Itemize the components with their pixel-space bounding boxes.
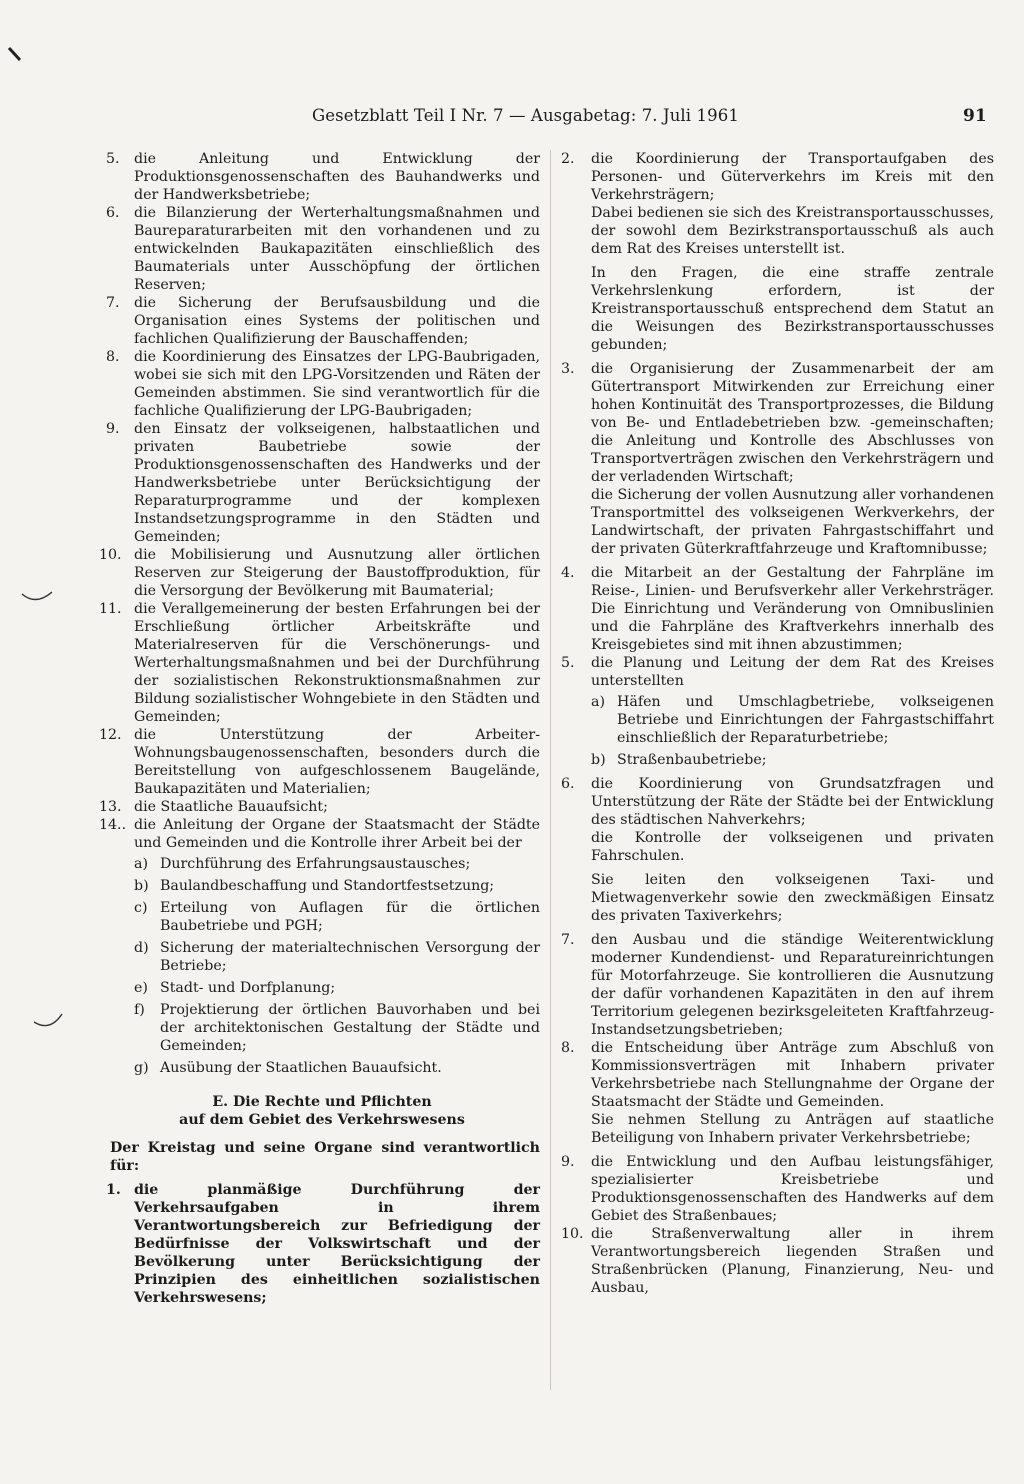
paragraph: die Sicherung der vollen Ausnutzung aller vorhandenen Transportmittel des volkseigenen Werkverkehrs, der Landwirtschaft, der privaten Fahrgastschiffahrt und der privaten Güterkraftfahrzeuge und Kraftomnibusse; bbox=[591, 487, 994, 557]
item-text: die Planung und Leitung der dem Rat des Kreises unterstellten bbox=[591, 655, 994, 689]
section-intro: Der Kreistag und seine Organe sind verantwortlich für: bbox=[110, 1140, 540, 1174]
item-number: 8. bbox=[561, 1040, 575, 1056]
list-item bbox=[561, 1225, 994, 1297]
list-item bbox=[561, 931, 994, 1039]
page-number: 91 bbox=[963, 106, 987, 126]
item-text: die Anleitung und Entwicklung der Produktionsgenossenschaften des Bauhandwerks und der Handwerksbetriebe; bbox=[134, 151, 540, 203]
margin-bracket-icon bbox=[32, 1012, 66, 1032]
list-item bbox=[99, 600, 540, 726]
item-number: 10. bbox=[561, 1226, 584, 1242]
item-number: 6. bbox=[106, 205, 120, 221]
item-number: 7. bbox=[561, 932, 575, 948]
section-heading bbox=[104, 1093, 540, 1129]
sub-item-text: Baulandbeschaffung und Standortfestsetzung; bbox=[160, 878, 495, 894]
sub-item bbox=[104, 939, 540, 975]
item-text: die Koordinierung des Einsatzes der LPG-Baubrigaden, wobei sie sich mit den LPG-Vorsitzenden und Räten der Gemeinden abstimmen. Sie sind verantwortlich für die fachliche Qualifizierung der LPG-Baubrigaden; bbox=[134, 349, 540, 419]
list-item bbox=[104, 294, 540, 348]
item-number: 9. bbox=[106, 421, 120, 437]
list-item bbox=[99, 798, 540, 816]
sub-item-letter: a) bbox=[134, 856, 148, 872]
item-number: 14.. bbox=[99, 817, 127, 833]
list-item bbox=[561, 1039, 994, 1111]
column-divider bbox=[550, 150, 551, 1390]
header-title: Gesetzblatt Teil I Nr. 7 — Ausgabetag: 7. Juli 1961 bbox=[312, 106, 739, 125]
item-text: die Sicherung der Berufsausbildung und die Organisation eines Systems der politischen und fachlichen Qualifizierung der Bauschaffenden; bbox=[134, 295, 540, 347]
item-number: 4. bbox=[561, 565, 575, 581]
item-text: die Mobilisierung und Ausnutzung aller örtlichen Reserven zur Steigerung der Baustoffproduktion, für die Versorgung der Bevölkerung mit Baumaterial; bbox=[134, 547, 540, 599]
page-header bbox=[0, 106, 1024, 128]
corner-mark-icon bbox=[6, 44, 26, 68]
item-text: die Anleitung der Organe der Staatsmacht der Städte und Gemeinden und die Kontrolle ihrer Arbeit bei der bbox=[134, 817, 540, 851]
item-text: die Entwicklung und den Aufbau leistungsfähiger, spezialisierter Kreisbetriebe und Produktionsgenossenschaften des Handwerks auf dem Gebiet des Straßenbaues; bbox=[591, 1154, 994, 1224]
margin-bracket-icon bbox=[20, 588, 54, 606]
paragraph: Dabei bedienen sie sich des Kreistransportausschusses, der sowohl dem Bezirkstransportausschuß als auch dem Rat des Kreises unterstellt ist. bbox=[591, 205, 994, 257]
sub-item-letter: c) bbox=[134, 900, 148, 916]
item-number: 13. bbox=[99, 799, 122, 815]
item-text: die planmäßige Durchführung der Verkehrsaufgaben in ihrem Verantwortungsbereich zur Befriedigung der Bedürfnisse der Volkswirtschaft und der Bevölkerung unter Berücksichtigung der Prinzipien des einheitlichen sozialistischen Verkehrswesens; bbox=[134, 1182, 540, 1306]
paragraph: Sie leiten den volkseigenen Taxi- und Mietwagenverkehr sowie den zweckmäßigen Einsatz des privaten Taxiverkehrs; bbox=[591, 872, 994, 924]
list-item bbox=[561, 150, 994, 204]
sub-item-letter: a) bbox=[591, 694, 605, 710]
item-text: die Unterstützung der Arbeiter-Wohnungsbaugenossenschaften, besonders durch die Bereitstellung von aufgeschlossenem Baugelände, Baukapazitäten und Materialien; bbox=[134, 727, 540, 797]
paragraph: die Kontrolle der volkseigenen und privaten Fahrschulen. bbox=[591, 830, 994, 864]
sub-item bbox=[104, 979, 540, 997]
sub-item-text: Durchführung des Erfahrungsaustausches; bbox=[160, 856, 471, 872]
sub-item-text: Stadt- und Dorfplanung; bbox=[160, 980, 336, 996]
item-text: den Einsatz der volkseigenen, halbstaatlichen und privaten Baubetriebe sowie der Produktionsgenossenschaften des Handwerks und der Handwerksbetriebe unter Berücksichtigung der Reparaturprogramme und der komplexen Instandsetzungsprogramme in den Städten und Gemeinden; bbox=[134, 421, 540, 545]
list-item bbox=[104, 420, 540, 546]
item-number: 5. bbox=[561, 655, 575, 671]
list-item bbox=[104, 204, 540, 294]
sub-item bbox=[104, 877, 540, 895]
sub-item bbox=[104, 855, 540, 873]
sub-item-text: Ausübung der Staatlichen Bauaufsicht. bbox=[160, 1060, 442, 1076]
item-text: die Staatliche Bauaufsicht; bbox=[134, 799, 328, 815]
item-text: die Straßenverwaltung aller in ihrem Verantwortungsbereich liegenden Straßen und Straßenbrücken (Planung, Finanzierung, Neu- und Ausbau, bbox=[591, 1226, 994, 1296]
list-item bbox=[99, 816, 540, 852]
item-text: die Koordinierung der Transportaufgaben des Personen- und Güterverkehrs im Kreis mit den Verkehrsträgern; bbox=[591, 151, 994, 203]
item-number: 8. bbox=[106, 349, 120, 365]
sub-item-text: Projektierung der örtlichen Bauvorhaben und bei der architektonischen Gestaltung der Städte und Gemeinden; bbox=[160, 1002, 540, 1054]
sub-item-letter: d) bbox=[134, 940, 149, 956]
item-text: die Mitarbeit an der Gestaltung der Fahrpläne im Reise-, Linien- und Berufsverkehr aller Verkehrsträger. Die Einrichtung und Veränderung von Omnibuslinien und die Fahrpläne des Kraftverkehrs innerhalb des Kreisgebietes sind mit ihnen abzustimmen; bbox=[591, 565, 994, 653]
sub-item-letter: b) bbox=[591, 752, 606, 768]
item-number: 6. bbox=[561, 776, 575, 792]
sub-item-text: Häfen und Umschlagbetriebe, volkseigenen Betriebe und Einrichtungen der Fahrgastschiffahrt einschließlich der Reparaturbetriebe; bbox=[617, 694, 994, 746]
sub-item-letter: f) bbox=[134, 1002, 145, 1018]
list-item bbox=[561, 654, 994, 690]
item-text: die Entscheidung über Anträge zum Abschluß von Kommissionsverträgen mit Inhabern privater Verkehrsbetriebe nach Stellungnahme der Organe der Staatsmacht der Städte und Gemeinden. bbox=[591, 1040, 994, 1110]
item-text: die Koordinierung von Grundsatzfragen und Unterstützung der Räte der Städte bei der Entwicklung des städtischen Nahverkehrs; bbox=[591, 776, 994, 828]
paragraph: Sie nehmen Stellung zu Anträgen auf staatliche Beteiligung von Inhabern privater Verkehrsbetriebe; bbox=[591, 1112, 994, 1146]
sub-item bbox=[561, 751, 994, 769]
list-item bbox=[104, 348, 540, 420]
right-column bbox=[561, 150, 994, 1297]
list-item bbox=[561, 564, 994, 654]
item-number: 9. bbox=[561, 1154, 575, 1170]
item-number: 10. bbox=[99, 547, 122, 563]
sub-item-letter: e) bbox=[134, 980, 148, 996]
item-number: 12. bbox=[99, 727, 122, 743]
sub-item bbox=[561, 693, 994, 747]
sub-item-letter: b) bbox=[134, 878, 149, 894]
sub-item bbox=[104, 1059, 540, 1077]
list-item bbox=[561, 1153, 994, 1225]
list-item bbox=[104, 1181, 540, 1307]
section-heading-line: auf dem Gebiet des Verkehrswesens bbox=[179, 1112, 465, 1128]
item-text: die Organisierung der Zusammenarbeit der am Gütertransport Mitwirkenden zur Erreichung einer hohen Kontinuität des Transportprozesses, die Bildung von Be- und Entladebetrieben bzw. -gemeinschaften; die Anleitung und Kontrolle des Abschlusses von Transportverträgen zwischen den Verkehrsträgern und der verladenden Wirtschaft; bbox=[591, 361, 994, 485]
section-heading-line: E. Die Rechte und Pflichten bbox=[212, 1094, 432, 1110]
sub-item-text: Erteilung von Auflagen für die örtlichen Baubetriebe und PGH; bbox=[160, 900, 540, 934]
sub-item bbox=[104, 1001, 540, 1055]
list-item bbox=[99, 546, 540, 600]
item-number: 5. bbox=[106, 151, 120, 167]
sub-item bbox=[104, 899, 540, 935]
list-item bbox=[104, 150, 540, 204]
sub-item-text: Sicherung der materialtechnischen Versorgung der Betriebe; bbox=[160, 940, 540, 974]
paragraph: In den Fragen, die eine straffe zentrale Verkehrslenkung erfordern, ist der Kreistransportausschuß entsprechend dem Statut an die Weisungen des Bezirkstransportausschusses gebunden; bbox=[591, 265, 994, 353]
item-text: die Bilanzierung der Werterhaltungsmaßnahmen und Baureparaturarbeiten mit den vorhandenen und zu entwickelnden Baukapazitäten einschließlich des Baumaterials unter Ausschöpfung der örtlichen Reserven; bbox=[134, 205, 540, 293]
item-number: 7. bbox=[106, 295, 120, 311]
item-number: 11. bbox=[99, 601, 122, 617]
item-number: 3. bbox=[561, 361, 575, 377]
item-number: 1. bbox=[106, 1182, 121, 1198]
list-item bbox=[99, 726, 540, 798]
sub-item-letter: g) bbox=[134, 1060, 149, 1076]
left-column bbox=[99, 150, 540, 1307]
item-number: 2. bbox=[561, 151, 575, 167]
sub-item-text: Straßenbaubetriebe; bbox=[617, 752, 767, 768]
list-item bbox=[561, 360, 994, 486]
list-item bbox=[561, 775, 994, 829]
item-text: den Ausbau und die ständige Weiterentwicklung moderner Kundendienst- und Reparatureinrichtungen für Motorfahrzeuge. Sie kontrollieren die Ausnutzung der dafür vorhandenen Kapazitäten in den auf ihrem Territorium gelegenen bezirksgeleiteten Kraftfahrzeug-Instandsetzungsbetrieben; bbox=[591, 932, 994, 1038]
item-text: die Verallgemeinerung der besten Erfahrungen bei der Erschließung örtlicher Arbeitskräfte und Materialreserven für die Verschönerungs- und Werterhaltungsmaßnahmen und bei der Durchführung der sozialistischen Rekonstruktionsmaßnahmen zur Bildung sozialistischer Wohngebiete in den Städten und Gemeinden; bbox=[134, 601, 540, 725]
